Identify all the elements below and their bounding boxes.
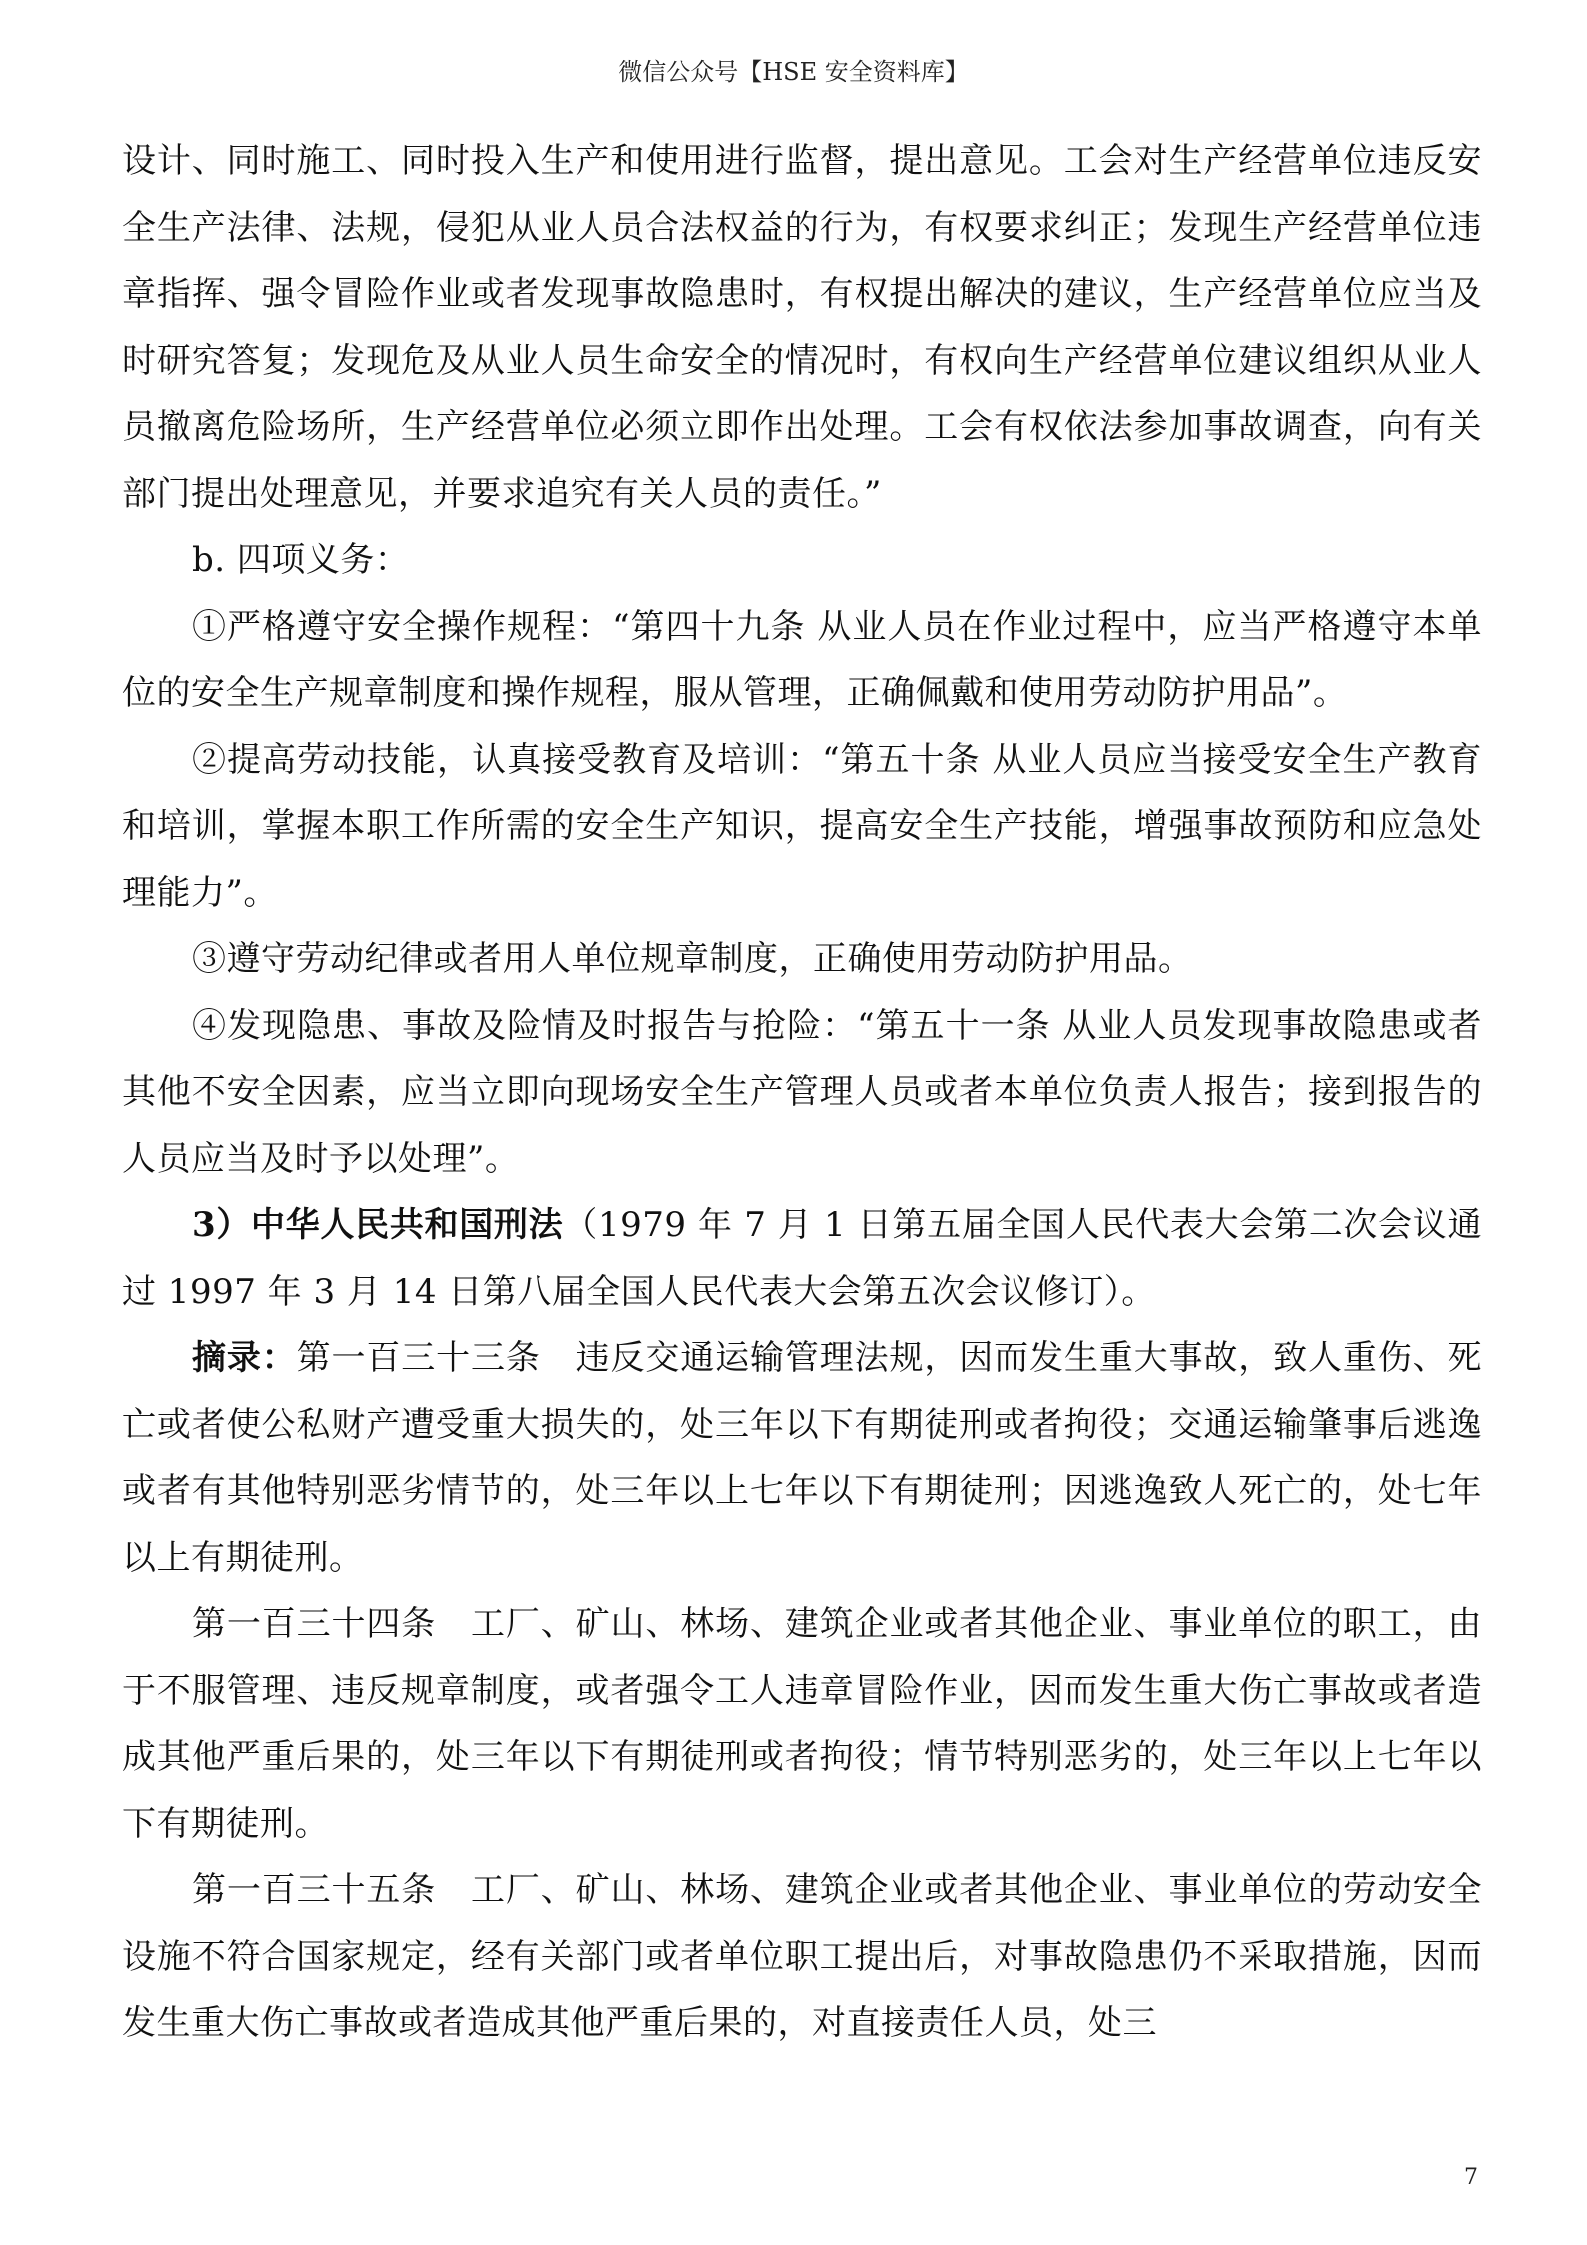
page-number: 7 [1464, 2165, 1478, 2190]
paragraph-obligation-3: ③遵守劳动纪律或者用人单位规章制度，正确使用劳动防护用品。 [192, 939, 1193, 979]
paragraph-article-135: 第一百三十五条 工厂、矿山、林场、建筑企业或者其他企业、事业单位的劳动安全设施不符合国家规定，经有关部门或者单位职工提出后，对事故隐患仍不采取措施，因而发生重大伤亡事故或者造成其他严重后果的，对直接责任人员，处三 [122, 1870, 1482, 2043]
paragraph-article-133 [122, 1325, 1482, 1591]
excerpt-label: 摘录： [192, 1338, 297, 1378]
paragraph-union-rights: 设计、同时施工、同时投入生产和使用进行监督，提出意见。工会对生产经营单位违反安全生产法律、法规，侵犯从业人员合法权益的行为，有权要求纠正；发现生产经营单位违章指挥、强令冒险作业或者发现事故隐患时，有权提出解决的建议，生产经营单位应当及时研究答复；发现危及从业人员生命安全的情况时，有权向生产经营单位建议组织从业人员撤离危险场所，生产经营单位必须立即作出处理。工会有权依法参加事故调查，向有关部门提出处理意见，并要求追究有关人员的责任。” [122, 141, 1482, 514]
paragraph-obligation-1: ①严格遵守安全操作规程：“第四十九条 从业人员在作业过程中，应当严格遵守本单位的安全生产规章制度和操作规程，服从管理，正确佩戴和使用劳动防护用品”。 [122, 606, 1482, 713]
document-body [122, 128, 1482, 2057]
page-header-source: 微信公众号【HSE 安全资料库】 [618, 58, 969, 86]
criminal-law-note: （1979 年 7 月 1 日第五届全国人民代表大会第二次会议通过 1997 年 3 月 14 日第八届全国人民代表大会第五次会议修订）。 [122, 1205, 1482, 1312]
paragraph-obligation-4: ④发现隐患、事故及险情及时报告与抢险：“第五十一条 从业人员发现事故隐患或者其他不安全因素，应当立即向现场安全生产管理人员或者本单位负责人报告；接到报告的人员应当及时予以处理”。 [122, 1005, 1482, 1179]
paragraph-obligation-2: ②提高劳动技能，认真接受教育及培训：“第五十条 从业人员应当接受安全生产教育和培训，掌握本职工作所需的安全生产知识，提高安全生产技能，增强事故预防和应急处理能力”。 [122, 739, 1482, 913]
article-133-text: 第一百三十三条 违反交通运输管理法规，因而发生重大事故，致人重伤、死亡或者使公私财产遭受重大损失的，处三年以下有期徒刑或者拘役；交通运输肇事后逃逸或者有其他特别恶劣情节的，处三年以上七年以下有期徒刑；因逃逸致人死亡的，处七年以上有期徒刑。 [122, 1338, 1482, 1578]
paragraph-article-134: 第一百三十四条 工厂、矿山、林场、建筑企业或者其他企业、事业单位的职工，由于不服管理、违反规章制度，或者强令工人违章冒险作业，因而发生重大伤亡事故或者造成其他严重后果的，处三年以下有期徒刑或者拘役；情节特别恶劣的，处三年以上七年以下有期徒刑。 [122, 1604, 1482, 1844]
criminal-law-title: 3）中华人民共和国刑法 [192, 1205, 564, 1245]
paragraph-four-obligations-heading: b. 四项义务： [192, 540, 410, 580]
paragraph-criminal-law [122, 1192, 1482, 1325]
